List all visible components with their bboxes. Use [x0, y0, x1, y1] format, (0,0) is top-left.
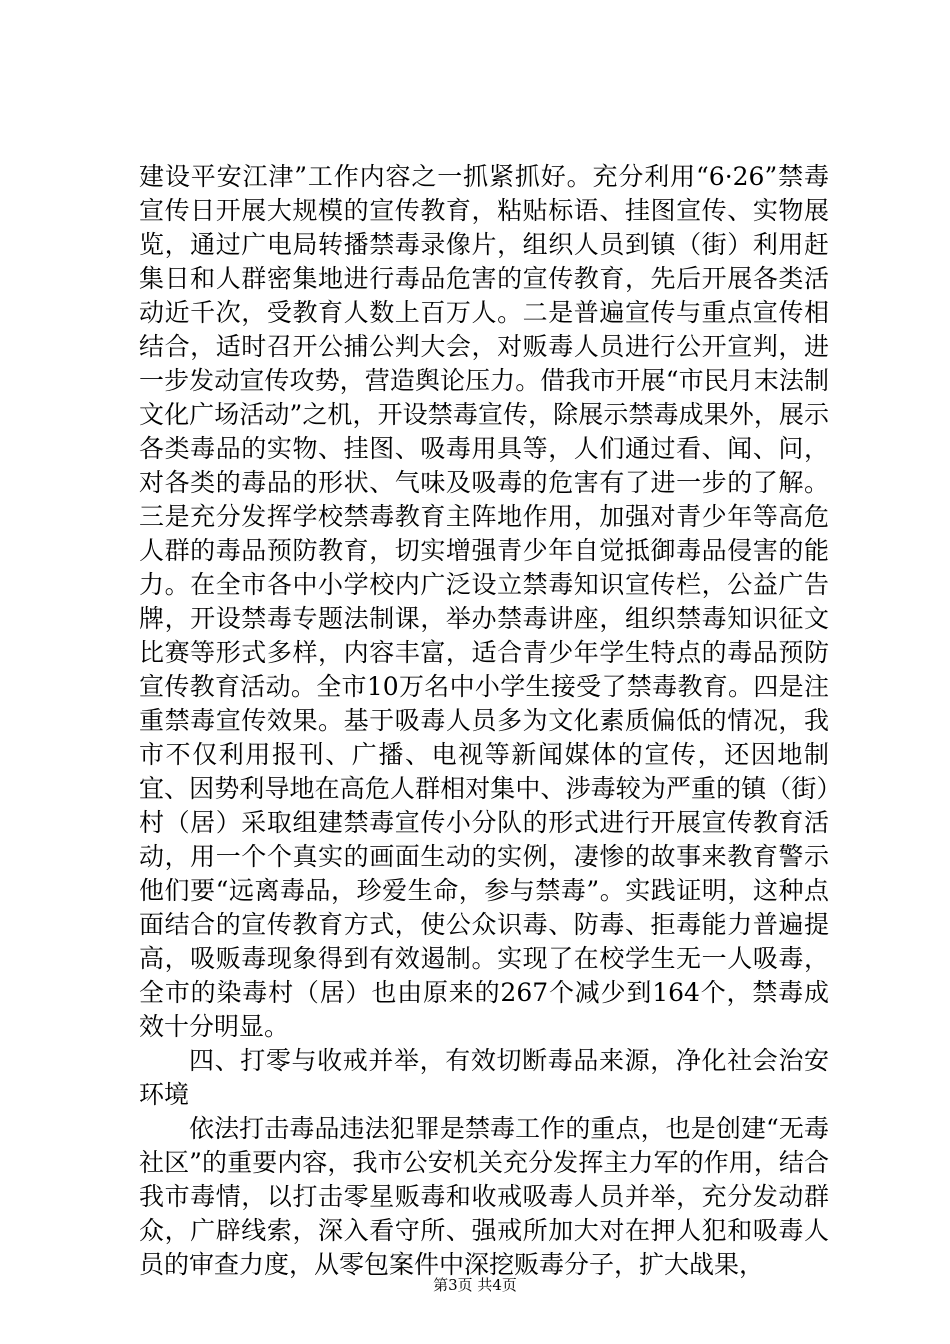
section-heading: 四、打零与收戒并举，有效切断毒品来源，净化社会治安环境 [139, 1046, 829, 1109]
paragraph-continuation: 建设平安江津”工作内容之一抓紧抓好。充分利用“6·26”禁毒宣传日开展大规模的宣传教育，粘贴标语、挂图宣传、实物展览，通过广电局转播禁毒录像片，组织人员到镇（街）利用赶集日和人群密集地进行毒品危害的宣传教育，先后开展各类活动近千次，受教育人数上百万人。二是普遍宣传与重点宣传相结合，适时召开公捕公判大会，对贩毒人员进行公开宣判，进一步发动宣传攻势，营造舆论压力。借我市开展“市民月末法制文化广场活动”之机，开设禁毒宣传，除展示禁毒成果外，展示各类毒品的实物、挂图、吸毒用具等，人们通过看、闻、问，对各类的毒品的形状、气味及吸毒的危害有了进一步的了解。三是充分发挥学校禁毒教育主阵地作用，加强对青少年等高危人群的毒品预防教育，切实增强青少年自觉抵御毒品侵害的能力。在全市各中小学校内广泛设立禁毒知识宣传栏，公益广告牌，开设禁毒专题法制课，举办禁毒讲座，组织禁毒知识征文比赛等形式多样，内容丰富，适合青少年学生特点的毒品预防宣传教育活动。全市10万名中小学生接受了禁毒教育。四是注重禁毒宣传效果。基于吸毒人员多为文化素质偏低的情况，我市不仅利用报刊、广播、电视等新闻媒体的宣传，还因地制宜、因势利导地在高危人群相对集中、涉毒较为严重的镇（街）村（居）采取组建禁毒宣传小分队的形式进行开展宣传教育活动，用一个个真实的画面生动的实例，凄惨的故事来教育警示他们要“远离毒品，珍爱生命，参与禁毒”。实践证明，这种点面结合的宣传教育方式，使公众识毒、防毒、拒毒能力普遍提高，吸贩毒现象得到有效遏制。实现了在校学生无一人吸毒，全市的染毒村（居）也由原来的267个减少到164个，禁毒成效十分明显。 [139, 162, 829, 1041]
page-footer: 第3页 共4页 [433, 1276, 517, 1294]
paragraph: 依法打击毒品违法犯罪是禁毒工作的重点，也是创建“无毒社区”的重要内容，我市公安机关充分发挥主力军的作用，结合我市毒情，以打击零星贩毒和收戒吸毒人员并举，充分发动群众，广辟线索，深入看守所、强戒所加大对在押人犯和吸毒人员的审查力度，从零包案件中深挖贩毒分子，扩大战果， [139, 1114, 829, 1279]
body-text [139, 160, 829, 1282]
